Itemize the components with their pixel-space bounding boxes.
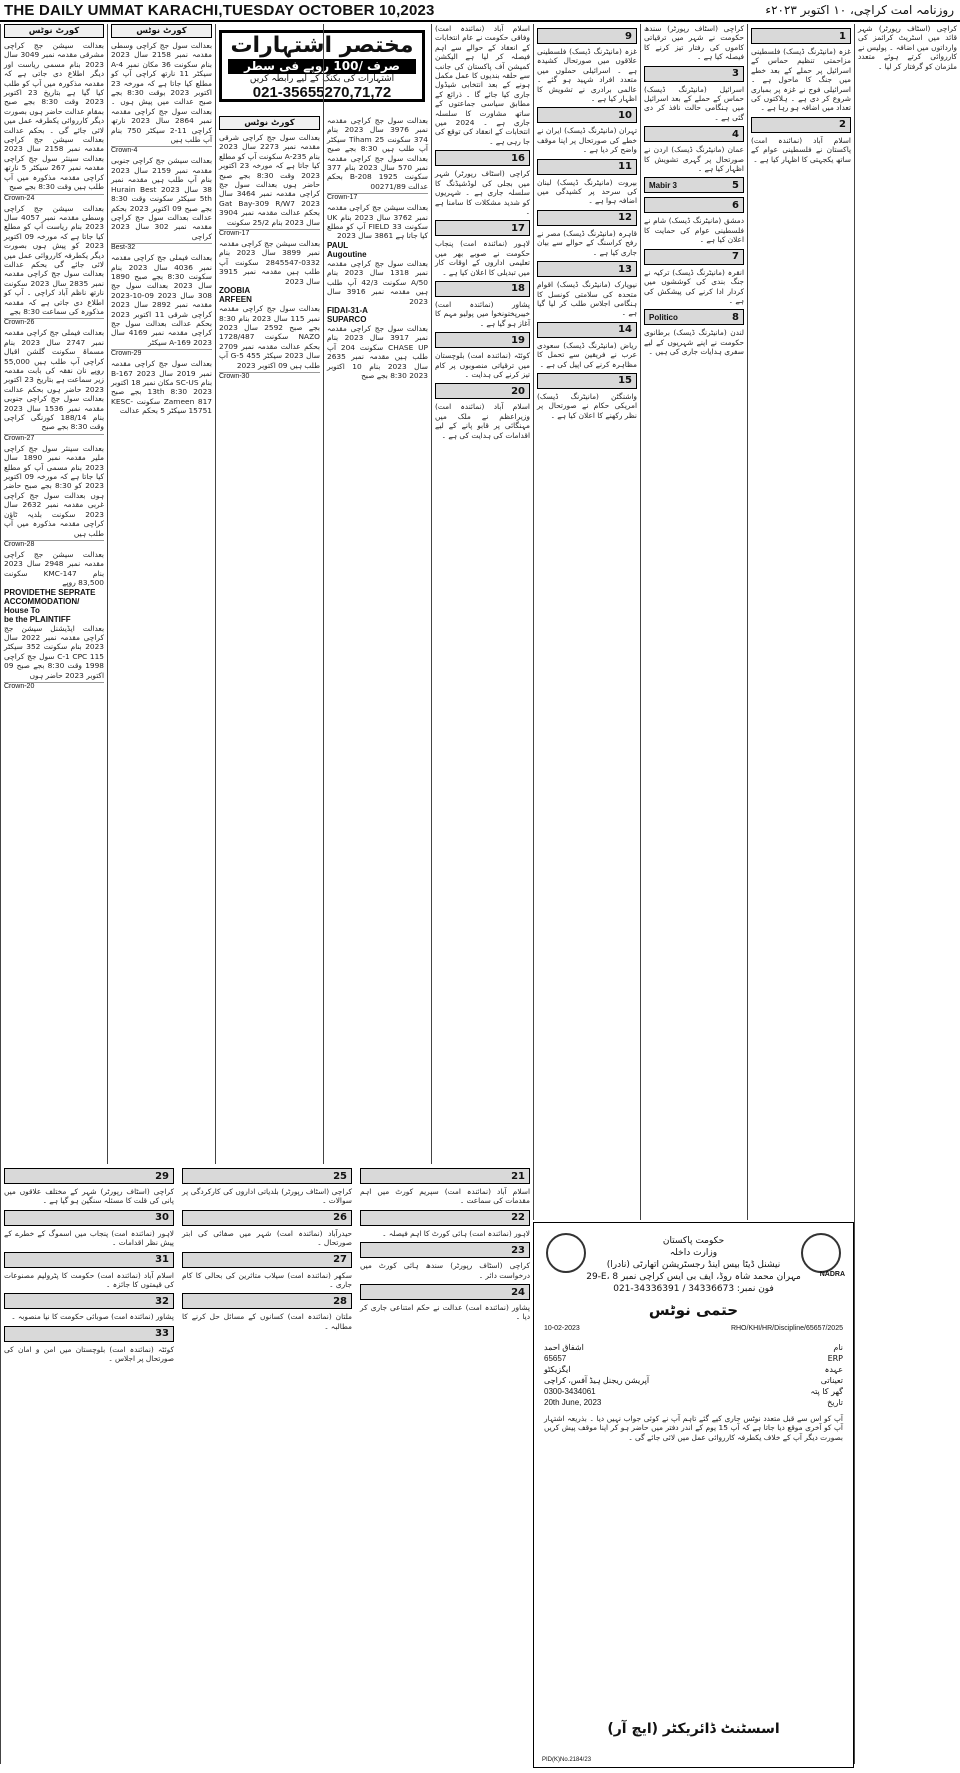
notice-field: ERP 65657 bbox=[544, 1354, 843, 1363]
nadra-logo-text: NADRA bbox=[819, 1271, 845, 1278]
section-box-33: 33 bbox=[4, 1326, 174, 1342]
notice-address: 29-E، مہران محمد شاہ روڈ، ایف بی ایس کراچی نمبر 8 bbox=[586, 1272, 801, 1282]
section-box-15: 15 bbox=[537, 373, 637, 389]
section-box-26: 26 bbox=[182, 1210, 352, 1226]
nadra-final-notice: NADRA حکومت پاکستان وزارت داخلہ نیشنل ڈیٹا بیس اینڈ رجسٹریشن اتھارٹی (نادرا) 29-E، مہران محمد شاہ روڈ، ایف بی ایس کراچی نمبر 8 فون نمبر: 34336673 / 34336391-021 حتمی نوٹس 10-02-2023 RHO/KHI/HR/Discipline/65657/2025 نام اشفاق احمد ERP 65657 عہدہ ایگزیکٹو تعیناتی آپریشن ریجنل ہیڈ آفس، کراچی گھر کا پتہ 0300-3434061 تاریخ 20th June, 2023 آپ کو اس سے قبل متعدد نوٹس جاری کیے گئے تاہم آپ نے کوئی جواب نہیں دیا ۔ بذریعہ اشتہار آپ کو آخری موقع دیا جاتا ہے کہ آپ 15 یوم کے اندر دفتر میں حاضر ہو کر اپنا موقف پیش کریں بصورت دیگر آپ کے خلاف یکطرفہ کارروائی عمل میں لائی جائے گی ۔ اسسٹنٹ ڈائریکٹر (ایچ آر) PID(K)No.2184/23 bbox=[533, 1222, 854, 1768]
section-box-25: 25 bbox=[182, 1168, 352, 1184]
ad-title: مختصر اشتہارات bbox=[230, 33, 414, 58]
ad-phone: 021-35655270,71,72 bbox=[252, 84, 392, 101]
notice-field: نام اشفاق احمد bbox=[544, 1343, 843, 1352]
section-box-19: 19 bbox=[435, 332, 530, 348]
pakistan-emblem-icon bbox=[546, 1233, 586, 1273]
masthead-bar bbox=[0, 0, 960, 22]
crown-label: Crown-24 bbox=[4, 194, 104, 202]
section-box-27: 27 bbox=[182, 1252, 352, 1268]
column-court-notices-3: کورٹ نوٹس بعدالت سول جج کراچی شرقی مقدمہ نمبر 2273 سال 2023 بنام A-235 سکونت آپ کو مطلع کیا جاتا ہے کہ مورخہ 23 اکتوبر 2023 وقت 8:30 بجے صبح حاضر ہوں بعدالت سول جج کراچی مقدمہ نمبر 3464 سال 2023 Gat Bay-309 R/W7 بحکم عدالت مقدمہ نمبر 3904 سال 2023 بنام 25/2 سکونت Crown-17 بعدالت سیشن جج کراچی مقدمہ نمبر 3899 سال 2023 بنام 0332-2845547 سکونت آپ طلب ہیں مقدمہ نمبر 3915 سال 2023 ZOOBIA ARFEEN بعدالت سول جج کراچی مقدمہ نمبر 115 سال 2023 بنام 8:30 بجے صبح 2592 سال 2023 NAZO سکونت 1728/487 بحکم عدالت مقدمہ نمبر 2709 سال 2023 سیکٹر 455 G-5 آپ طلب ہیں 09 اکتوبر 2023 Crown-30 bbox=[215, 24, 323, 1164]
section-box-17: 17 bbox=[435, 220, 530, 236]
section-box-30: 30 bbox=[4, 1210, 174, 1226]
notice-ministry: وزارت داخلہ bbox=[669, 1248, 718, 1258]
section-box-12: 12 bbox=[537, 210, 637, 226]
column-court-notices-1: کورٹ نوٹس بعدالت سیشن جج کراچی مشرقی مقدمہ نمبر 3049 سال 2023 بنام مسمی ریاست اور دیگر اطلاع دی جاتی ہے کہ مقدمہ مذکورہ میں آپ کو طلب کیا گیا ہے بتاریخ 23 اکتوبر 2023 وقت 8:30 بجے صبح بمقام عدالت حاضر ہوں بصورت دیگر کارروائی یکطرفہ عمل میں لائی جائے گی ۔ بحکم عدالت بعدالت سیشن جج کراچی مقدمہ نمبر 2158 سال 2023 بعدالت سینئر سول جج کراچی مقدمہ نمبر 267 سیکٹر 5 نارتھ کراچی مقدمہ مذکورہ میں آپ طلب ہیں وقت 8:30 بجے صبح Crown-24 بعدالت سیشن جج کراچی وسطی مقدمہ نمبر 4057 سال 2023 بنام ریاست آپ کو مطلع کیا جاتا ہے کہ مورخہ 09 اکتوبر 2023 کو پیش ہوں بصورت دیگر یکطرفہ کارروائی عمل میں لائی جائے گی بحکم عدالت بعدالت سول جج کراچی مقدمہ نمبر 2835 سال 2023 سکونت نارتھ ناظم آباد کراچی ۔ آپ کو اطلاع دی جاتی ہے کہ مقدمہ مذکورہ کی سماعت 8:30 بجے Crown-26 بعدالت فیملی جج کراچی مقدمہ نمبر 2747 سال 2023 بنام مسماۃ سکونت گلشن اقبال کراچی آپ طلب ہیں 55,000 روپے نان نفقہ کی بابت مقدمہ زیر سماعت ہے بتاریخ 23 اکتوبر 2023 حاضر ہوں بحکم عدالت بعدالت سول جج کراچی جنوبی مقدمہ نمبر 1536 سال 2023 بنام 188/14 کورنگی کراچی وقت 8:30 بجے صبح Crown-27 بعدالت سینئر سول جج کراچی ملیر مقدمہ نمبر 1890 سال 2023 بنام مسمی آپ کو مطلع کیا جاتا ہے کہ مورخہ 09 اکتوبر 2023 کو 8:30 بجے صبح حاضر ہوں بعدالت سول جج کراچی غربی مقدمہ نمبر 2632 سال 2023 سکونت بلدیہ ٹاؤن کراچی مقدمہ مذکورہ میں آپ طلب ہیں Crown-28 بعدالت سیشن جج کراچی مقدمہ نمبر 2948 سال 2023 بنام KMC-147 سکونت 83,500 روپے PROVIDETHE SEPRATE ACCOMMODATION/ House To be the PLAINTIFF بعدالت ایڈیشنل سیشن جج کراچی مقدمہ نمبر 2022 سال 2023 بنام سکونت 352 سیکٹر C-1 CPC 115 سول جج کراچی 1998 وقت 8:30 بجے صبح 09 اکتوبر 2023 حاضر ہوں Crown-20 bbox=[0, 24, 107, 1164]
section-box-28: 28 bbox=[182, 1293, 352, 1309]
notice-authority: نیشنل ڈیٹا بیس اینڈ رجسٹریشن اتھارٹی (نادرا) bbox=[606, 1260, 781, 1270]
notice-ref-row bbox=[534, 1325, 853, 1332]
section-box-3: 3 bbox=[644, 66, 744, 82]
section-box-20: 20 bbox=[435, 383, 530, 399]
section-box-2: 2 bbox=[751, 117, 851, 133]
section-box-4: 4 bbox=[644, 126, 744, 142]
column-news-right-mid: کراچی (اسٹاف رپورٹر) سندھ حکومت نے شہر میں ترقیاتی کاموں کی رفتار تیز کرنے کا فیصلہ کیا ہے ۔ 3 اسرائیل (مانیٹرنگ ڈیسک) حماس کے حملے کے بعد اسرائیل میں ہنگامی حالت نافذ کر دی گئی ہے ۔ 4 عمان (مانیٹرنگ ڈیسک) اردن نے صورتحال پر گہری تشویش کا اظہار کیا ہے ۔ Mabir 3 5 6 دمشق (مانیٹرنگ ڈیسک) شام نے فلسطینی عوام کی حمایت کا اعلان کیا ہے ۔ 7 انقرہ (مانیٹرنگ ڈیسک) ترکیہ نے جنگ بندی کی کوششوں میں کردار ادا کرنے کی پیشکش کی ہے ۔ Politico 8 لندن (مانیٹرنگ ڈیسک) برطانوی حکومت نے اپنے شہریوں کے لیے سفری ہدایات جاری کی ہیں ۔ bbox=[640, 24, 747, 1220]
notice-phone: فون نمبر: 34336673 / 34336391-021 bbox=[613, 1284, 774, 1294]
court-notice-header: کورٹ نوٹس bbox=[4, 24, 104, 38]
section-box-29: 29 bbox=[4, 1168, 174, 1184]
section-box-14: 14 bbox=[537, 322, 637, 338]
ad-booking-text: اشتہارات کی بکنگ کے لیے رابطہ کریں bbox=[249, 74, 395, 84]
column-news-center-left: اسلام آباد (نمائندہ امت) وفاقی حکومت نے عام انتخابات کے انعقاد کے حوالے سے اہم فیصلہ کر لیا ہے الیکشن کمیشن آف پاکستان کی جانب سے حلقہ بندیوں کا عمل مکمل ہونے کے بعد انتخابی شیڈول جاری کیا جائے گا ۔ ذرائع کے مطابق سیاسی جماعتوں کے ساتھ مشاورت کا سلسلہ جاری ہے ۔ 2024 میں انتخابات کے انعقاد کی توقع کی جا رہی ہے ۔ 16 کراچی (اسٹاف رپورٹر) شہر میں بجلی کی لوڈشیڈنگ کا سلسلہ جاری ہے ۔ شہریوں کو شدید مشکلات کا سامنا ہے ۔ 17 لاہور (نمائندہ امت) پنجاب حکومت نے صوبے بھر میں تعلیمی اداروں کے اوقات کار میں تبدیلی کا اعلان کیا ہے ۔ 18 پشاور (نمائندہ امت) خیبرپختونخوا میں پولیو مہم کا آغاز ہو گیا ہے ۔ 19 کوئٹہ (نمائندہ امت) بلوچستان میں ترقیاتی منصوبوں پر کام تیز کرنے کی ہدایت ۔ 20 اسلام آباد (نمائندہ امت) وزیراعظم نے ملک میں مہنگائی پر قابو پانے کے لیے اقدامات کی ہدایت کی ہے ۔ bbox=[431, 24, 533, 1164]
ad-rate: صرف /100 روپے فی سطر bbox=[228, 59, 416, 74]
column-bottom-left: 29 کراچی (اسٹاف رپورٹر) شہر کے مختلف علاقوں میں پانی کی قلت کا مسئلہ سنگین ہو گیا ہے ۔ 30 لاہور (نمائندہ امت) پنجاب میں اسموگ کے خطرے کے پیش نظر اقدامات ۔ 31 اسلام آباد (نمائندہ امت) حکومت کا پٹرولیم مصنوعات کی قیمتوں کا جائزہ ۔ 32 پشاور (نمائندہ امت) صوبائی حکومت کا نیا منصوبہ ۔ 33 کوئٹہ (نمائندہ امت) بلوچستان میں امن و امان کی صورتحال پر اجلاس ۔ 25 کراچی (اسٹاف رپورٹر) بلدیاتی اداروں کی کارکردگی پر سوالات ۔ 26 حیدرآباد (نمائندہ امت) شہر میں صفائی کی ابتر صورتحال ۔ 27 سکھر (نمائندہ امت) سیلاب متاثرین کی بحالی کا کام جاری ۔ 28 ملتان (نمائندہ امت) کسانوں کے مسائل حل کرنے کا مطالبہ ۔ 21 اسلام آباد (نمائندہ امت) سپریم کورٹ میں اہم مقدمات کی سماعت ۔ 22 لاہور (نمائندہ امت) ہائی کورٹ کا اہم فیصلہ ۔ 23 کراچی (اسٹاف رپورٹر) سندھ ہائی کورٹ میں درخواست دائر ۔ 24 پشاور (نمائندہ امت) عدالت نے حکم امتناعی جاری کر دیا ۔ bbox=[0, 1164, 533, 1764]
english-masthead: THE DAILY UMMAT KARACHI,TUESDAY OCTOBER 10,2023 bbox=[4, 2, 435, 19]
notice-field: تاریخ 20th June, 2023 bbox=[544, 1398, 843, 1407]
english-fragment: PROVIDETHE SEPRATE bbox=[4, 587, 96, 597]
notice-title: حتمی نوٹس bbox=[648, 1301, 739, 1319]
notice-date: 10-02-2023 bbox=[544, 1325, 580, 1332]
section-box-16: 16 bbox=[435, 150, 530, 166]
section-box-13: 13 bbox=[537, 261, 637, 277]
notice-signature: اسسٹنٹ ڈائریکٹر (ایچ آر) bbox=[607, 1721, 780, 1737]
section-box-22: 22 bbox=[360, 1210, 530, 1226]
section-box-18: 18 bbox=[435, 281, 530, 297]
column-news-mid: 9 غزہ (مانیٹرنگ ڈیسک) فلسطینی علاقوں میں صورتحال کشیدہ ہے ۔ اسرائیلی حملوں میں متعدد افراد شہید ہو گئے ۔ عالمی برادری نے تشویش کا اظہار کیا ہے ۔ 10 تہران (مانیٹرنگ ڈیسک) ایران نے خطے کی صورتحال پر اپنا موقف واضح کر دیا ہے ۔ 11 بیروت (مانیٹرنگ ڈیسک) لبنان کی سرحد پر کشیدگی میں اضافہ ہوا ہے ۔ 12 قاہرہ (مانیٹرنگ ڈیسک) مصر نے رفح کراسنگ کے حوالے سے بیان جاری کیا ہے ۔ 13 نیویارک (مانیٹرنگ ڈیسک) اقوام متحدہ کی سلامتی کونسل کا ہنگامی اجلاس طلب کر لیا گیا ہے ۔ 14 ریاض (مانیٹرنگ ڈیسک) سعودی عرب نے فریقین سے تحمل کا مظاہرہ کرنے کی اپیل کی ہے ۔ 15 واشنگٹن (مانیٹرنگ ڈیسک) امریکی حکام نے صورتحال پر نظر رکھنے کا اعلان کیا ہے ۔ bbox=[533, 24, 640, 1220]
column-court-notices-4: بعدالت سول جج کراچی مقدمہ نمبر 3976 سال 2023 بنام 374 سکونت Tiham 25 سیکٹر آپ طلب ہیں 8:30 بجے صبح بعدالت سول جج کراچی مقدمہ نمبر 570 سال 2023 بنام 377 سکونت 1925 B-208 بحکم عدالت 00271/89 Crown-17 بعدالت سیشن جج کراچی مقدمہ نمبر 3762 سال 2023 بنام UK سکونت FIELD 33 آپ کو مطلع کیا جاتا ہے 3861 سال 2023 PAUL Augoutine بعدالت سول جج کراچی مقدمہ نمبر 1318 سال 2023 بنام 50/A سکونت 42/3 آپ طلب ہیں مقدمہ نمبر 3916 سال 2023 FIDAI-31-A SUPARCO بعدالت سول جج کراچی مقدمہ نمبر 3917 سال 2023 بنام CHASE UP سکونت 204 آپ طلب ہیں مقدمہ نمبر 2635 سال 2023 بنام 10 اکتوبر 2023 8:30 بجے صبح bbox=[323, 24, 431, 1164]
urdu-masthead: روزنامہ امت کراچی، ۱۰ اکتوبر ۲۰۲۳ء bbox=[765, 3, 954, 17]
column-news-far-right: 1 غزہ (مانیٹرنگ ڈیسک) فلسطینی مزاحمتی تنظیم حماس کے اسرائیل پر حملے کے بعد خطے میں جنگ کا ماحول ہے ۔ اسرائیلی فوج نے غزہ پر بمباری شروع کر دی ہے ۔ ہلاکتوں کی تعداد میں اضافہ ہو رہا ہے ۔ 2 اسلام آباد (نمائندہ امت) پاکستان نے فلسطینی عوام کے ساتھ یکجہتی کا اظہار کیا ہے ۔ bbox=[747, 24, 854, 1220]
court-notice-text: بعدالت سیشن جج کراچی مشرقی مقدمہ نمبر 3049 سال 2023 بنام مسمی ریاست اور دیگر اطلاع دی جاتی ہے کہ مقدمہ مذکورہ میں آپ کو طلب کیا گیا ہے بتاریخ 23 اکتوبر 2023 وقت 8:30 بجے صبح بمقام عدالت حاضر ہوں بصورت دیگر کارروائی یکطرفہ عمل میں لائی جائے گی ۔ بحکم عدالت بعدالت سیشن جج کراچی مقدمہ نمبر 2158 سال 2023 بعدالت سینئر سول جج کراچی مقدمہ نمبر 267 سیکٹر 5 نارتھ کراچی مقدمہ مذکورہ میں آپ طلب ہیں وقت 8:30 بجے صبح bbox=[4, 41, 105, 192]
column-court-notices-2: کورٹ نوٹس بعدالت سول جج کراچی وسطی مقدمہ نمبر 2158 سال 2023 بنام سکونت 36 مکان نمبر A-4 سیکٹر 11 نارتھ کراچی آپ کو مطلع کیا جاتا ہے کہ مورخہ 23 اکتوبر 2023 بوقت 8:30 بجے صبح عدالت میں پیش ہوں ۔ بعدالت سول جج کراچی مقدمہ نمبر 2864 سال 2023 نارتھ کراچی 11-2 سیکٹر 750 بنام آپ طلب ہیں Crown-4 بعدالت سیشن جج کراچی جنوبی مقدمہ نمبر 2159 سال 2023 بنام آپ طلب ہیں مقدمہ نمبر 38 سال 2023 Hurain Best 5th سیکٹر سکونت وقت 8:30 بجے صبح 09 اکتوبر 2023 بحکم عدالت بعدالت سول جج کراچی مقدمہ نمبر 302 سال 2023 کراچی Best-32 بعدالت فیملی جج کراچی مقدمہ نمبر 4036 سال 2023 بنام سکونت 8:30 بجے صبح 1890 سال 2023 بعدالت سول جج 308 سال 2023 09-10-2023 مقدمہ نمبر 2892 سال 2023 کراچی شرقی 11 اکتوبر 2023 بحکم عدالت بعدالت سول جج کراچی مقدمہ نمبر 4169 سال 2023 A-169 سیکٹر Crown-29 بعدالت سول جج کراچی مقدمہ نمبر 2019 سال 2023 B-167 بنام SC-US مکان نمبر 18 اکتوبر 2023 13th 8:30 بجے صبح Zameen 817 سکونت KESC-15751 سیکٹر 5 بحکم عدالت bbox=[107, 24, 215, 1164]
section-box-31: 31 bbox=[4, 1252, 174, 1268]
section-box-24: 24 bbox=[360, 1284, 530, 1300]
section-box-21: 21 bbox=[360, 1168, 530, 1184]
section-box-23: 23 bbox=[360, 1242, 530, 1258]
notice-pid: PID(K)No.2184/23 bbox=[542, 1757, 592, 1763]
section-box-5: Mabir 3 5 bbox=[644, 177, 744, 193]
notice-field: گھر کا پتہ 0300-3434061 bbox=[544, 1387, 843, 1396]
section-box-8: Politico 8 bbox=[644, 309, 744, 325]
notice-gov: حکومت پاکستان bbox=[662, 1236, 725, 1246]
notice-field: عہدہ ایگزیکٹو bbox=[544, 1365, 843, 1374]
notice-field: تعیناتی آپریشن ریجنل ہیڈ آفس، کراچی bbox=[544, 1376, 843, 1385]
section-box-1: 1 bbox=[751, 28, 851, 44]
column-far-right-strip: کراچی (اسٹاف رپورٹر) شہر قائد میں اسٹریٹ کرائمز کی وارداتوں میں اضافہ ۔ پولیس نے کارروائی کرتے ہوئے متعدد ملزمان کو گرفتار کر لیا ۔ bbox=[854, 24, 960, 1764]
section-box-9: 9 bbox=[537, 28, 637, 44]
section-box-7: 7 bbox=[644, 249, 744, 265]
notice-ref: RHO/KHI/HR/Discipline/65657/2025 bbox=[730, 1325, 843, 1332]
section-box-6: 6 bbox=[644, 197, 744, 213]
section-box-10: 10 bbox=[537, 107, 637, 123]
section-box-11: 11 bbox=[537, 159, 637, 175]
section-box-32: 32 bbox=[4, 1293, 174, 1309]
nadra-logo-icon bbox=[801, 1233, 841, 1273]
